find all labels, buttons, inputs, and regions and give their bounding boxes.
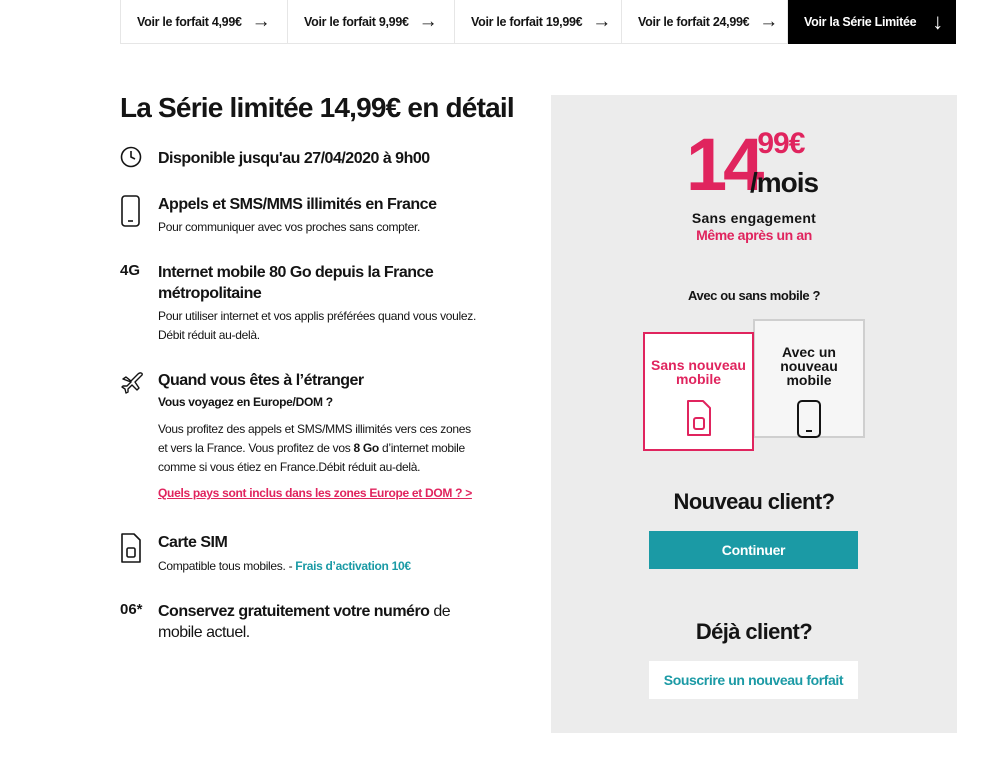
tab-label: Voir le forfait 24,99€ [638,14,750,29]
feature-sim [120,532,480,576]
europe-dom-zones-link[interactable]: Quels pays sont inclus dans les zones Europe et DOM ? > [158,486,472,500]
feature-title: Disponible jusqu'au 27/04/2020 à 9h00 [158,150,430,167]
option-label: Sans nouveau mobile [651,357,746,387]
feature-availability [120,146,480,169]
tab-forfait-9-99[interactable] [287,0,454,44]
feature-title-rest: de mobile actuel. [158,603,451,641]
sim-card-icon [685,398,713,438]
tab-label: Voir la Série Limitée [804,15,917,29]
commitment-note: Même après un an [696,227,812,243]
price [686,123,846,206]
option-with-mobile[interactable] [753,319,865,438]
tab-serie-limitee[interactable] [788,0,956,44]
tab-label: Voir le forfait 4,99€ [137,14,242,29]
4g-icon: 4G [120,262,141,279]
mobile-question: Avec ou sans mobile ? [688,288,820,303]
price-period: /mois [750,167,819,198]
arrow-right-icon: → [759,11,778,32]
tab-label: Voir le forfait 9,99€ [304,14,409,29]
new-client-heading: Nouveau client? [673,489,835,514]
feature-text: Pour utiliser internet et vos applis préférées quand vous voulez. Débit réduit au-delà. [158,309,477,342]
activation-fee-link[interactable]: Frais d’activation 10€ [295,559,411,573]
feature-text: Vous profitez des appels et SMS/MMS illimités vers ces zones et vers la France. Vous profitez de vos 8 Go d’internet mobile comme si vous étiez en France.Débit réduit au-delà. [158,422,471,474]
feature-subtitle: Vous voyagez en Europe/DOM ? [158,395,333,409]
feature-calls [120,194,480,237]
tab-forfait-24-99[interactable] [621,0,788,44]
smartphone-icon [796,399,822,439]
arrow-down-icon: ↓ [932,9,943,34]
arrow-right-icon: → [251,11,271,32]
sim-card-icon [120,532,146,569]
feature-title: Conservez gratuitement votre numéro [158,603,430,620]
feature-title: Carte SIM [158,534,228,551]
arrow-right-icon: → [418,11,438,32]
tab-forfait-19-99[interactable] [454,0,621,44]
commitment: Sans engagement [691,210,817,226]
price-cents: ,99€ [750,127,805,160]
feature-text: Compatible tous mobiles. - [158,559,296,573]
option-label: Avec un nouveau mobile [780,344,838,388]
tab-forfait-4-99[interactable] [120,0,287,44]
offer-panel [551,95,957,733]
arrow-right-icon: → [592,11,611,32]
feature-text: Pour communiquer avec vos proches sans compter. [158,220,421,234]
feature-title: Quand vous êtes à l’étranger [158,372,364,389]
feature-title: Internet mobile 80 Go depuis la France métropolitaine [158,264,434,302]
offer-tabs [120,0,957,44]
phone-icon [120,194,146,233]
continue-button[interactable]: Continuer [649,531,858,569]
option-without-mobile[interactable] [643,332,754,451]
tab-label: Voir le forfait 19,99€ [471,14,583,29]
feature-title: Appels et SMS/MMS illimités en France [158,196,437,213]
price-int: 14 [686,123,761,206]
clock-icon [120,146,146,173]
subscribe-button[interactable]: Souscrire un nouveau forfait [649,661,858,699]
page-title: La Série limitée 14,99€ en détail [120,92,514,123]
feature-internet [120,262,480,345]
feature-abroad [120,370,480,503]
plane-icon [120,370,146,401]
existing-client-heading: Déjà client? [695,619,813,644]
06-icon: 06* [120,601,143,618]
feature-number [120,601,480,643]
